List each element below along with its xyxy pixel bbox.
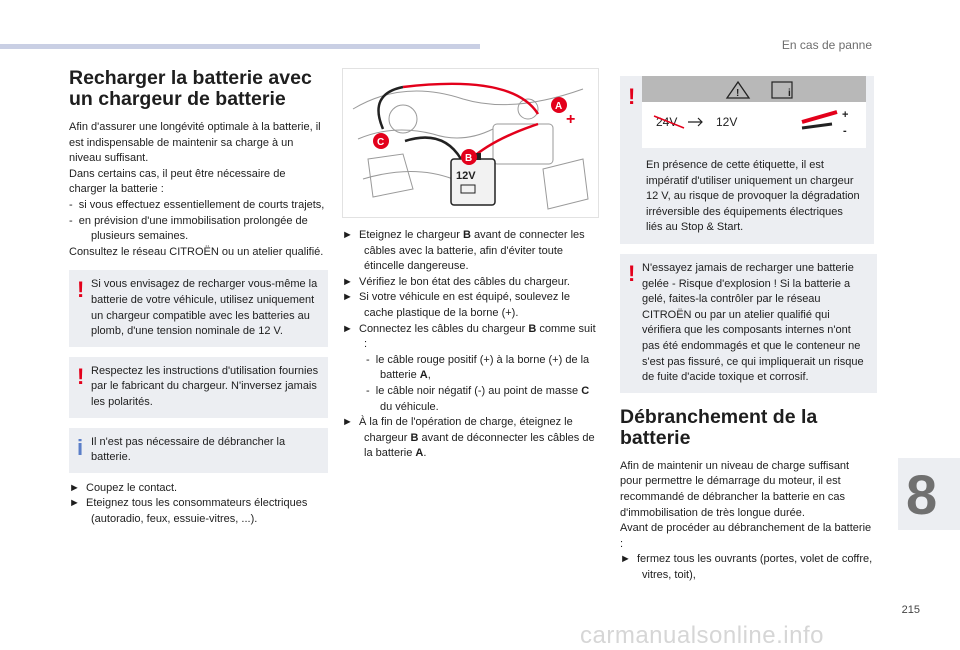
paragraph-intro-2: Dans certains cas, il peut être nécessaire de charger la batterie : <box>69 167 286 196</box>
svg-text:!: ! <box>736 88 740 99</box>
section-header: En cas de panne <box>781 38 872 52</box>
svg-text:+: + <box>566 111 576 128</box>
callout-label-c: C <box>377 137 385 148</box>
warning-callout <box>69 357 328 418</box>
step-item: ► Vérifiez le bon état des câbles du chargeur. <box>342 275 570 288</box>
step-item: ► À la fin de l'opération de charge, éteignez le chargeur B avant de déconnecter les câbles de la batterie A. <box>342 416 595 460</box>
battery-charger-illustration <box>342 68 599 218</box>
label-24v-text: 24V <box>656 115 678 129</box>
page-number: 215 <box>901 604 920 616</box>
column-middle <box>342 68 597 462</box>
info-callout <box>69 428 328 473</box>
paragraph: Avant de procéder au débranchement de la batterie : <box>620 522 872 550</box>
charger-voltage-label: 12V <box>456 170 476 182</box>
warning-text: Respectez les instructions d'utilisation fournies par le fabricant du chargeur. N'inversez jamais les polarités. <box>91 364 319 408</box>
warning-label-callout <box>620 76 874 244</box>
step-item: ► fermez tous les ouvrants (portes, volet de coffre, vitres, toit), <box>620 553 873 581</box>
chapter-number: 8 <box>906 463 938 526</box>
step-item: ► Coupez le contact. <box>69 481 178 494</box>
info-marker-icon: i <box>77 434 84 460</box>
warning-exclamation-icon: ! <box>77 277 85 303</box>
label-12v-text: 12V <box>716 115 738 129</box>
warning-exclamation-icon: ! <box>77 363 85 389</box>
step-item: ► Si votre véhicule en est équipé, soulevez le cache plastique de la borne (+). <box>342 291 570 319</box>
section-title-recharge: Recharger la batterie avec un chargeur de batterie <box>69 67 312 110</box>
paragraph-consult: Consultez le réseau CITROËN ou un atelier qualifié. <box>69 245 324 258</box>
svg-text:-: - <box>843 125 847 137</box>
step-item: ► Eteignez tous les consommateurs électriques (autoradio, feux, essuie-vitres, ...). <box>69 497 308 525</box>
warning-callout <box>620 254 877 393</box>
sub-step-item: - le câble rouge positif (+) à la borne (+) de la batterie A, <box>366 353 590 382</box>
callout-label-b: B <box>465 153 473 164</box>
engine-bay-drawing <box>343 69 598 217</box>
column-left <box>69 68 325 527</box>
stop-start-label-image <box>642 76 866 148</box>
paragraph-intro: Afin d'assurer une longévité optimale à la batterie, il est indispensable de maintenir sa charge à un niveau suffisant. <box>69 121 321 165</box>
label-explanation: En présence de cette étiquette, il est impératif d'utiliser uniquement un chargeur 12 V, au risque de provoquer la dégradation irréversible des équipements électriques liés au Stop & Start. <box>646 159 860 234</box>
step-item: ► Connectez les câbles du chargeur B comme suit : <box>342 322 596 351</box>
svg-text:+: + <box>842 109 849 121</box>
column-right <box>620 68 874 583</box>
header-accent-bar <box>0 44 480 49</box>
sub-step-item: - le câble noir négatif (-) au point de masse C du véhicule. <box>366 384 590 413</box>
warning-callout <box>69 270 328 346</box>
callout-label-a: A <box>555 101 563 112</box>
warning-exclamation-icon: ! <box>628 84 636 109</box>
section-title-disconnect: Débranchement de la batterie <box>620 405 818 449</box>
label-drawing <box>642 76 874 148</box>
list-item: - en prévision d'une immobilisation prolongée de plusieurs semaines. <box>69 214 308 243</box>
watermark: carmanualsonline.info <box>580 622 824 649</box>
step-item: ► Eteignez le chargeur B avant de connecter les câbles avec la batterie, afin d'éviter toute étincelle dangereuse. <box>342 229 585 273</box>
warning-text: N'essayez jamais de recharger une batterie gelée - Risque d'explosion ! Si la batterie a gelé, faites-la contrôler par le réseau CITROËN ou par un atelier qualifié qui vérifiera que les composants internes n'ont pas été endommagés et que le conteneur ne s'est pas fissuré, ce qui impliquerait un risque de fuite d'acide toxique et corrosif. <box>642 261 864 384</box>
svg-text:i: i <box>788 88 791 99</box>
warning-text: Si vous envisagez de recharger vous-même la batterie de votre véhicule, utilisez uniquement un chargeur compatible avec les batteries au plomb, d'une tension nominale de 12 V. <box>91 278 318 338</box>
info-text: Il n'est pas nécessaire de débrancher la batterie. <box>91 435 286 464</box>
list-item: - si vous effectuez essentiellement de courts trajets, <box>69 198 325 211</box>
warning-exclamation-icon: ! <box>628 260 636 286</box>
paragraph: Afin de maintenir un niveau de charge suffisant pour permettre le démarrage du moteur, il est recommandé de débrancher la batterie en cas d'immobilisation de très longue durée. <box>620 459 850 519</box>
